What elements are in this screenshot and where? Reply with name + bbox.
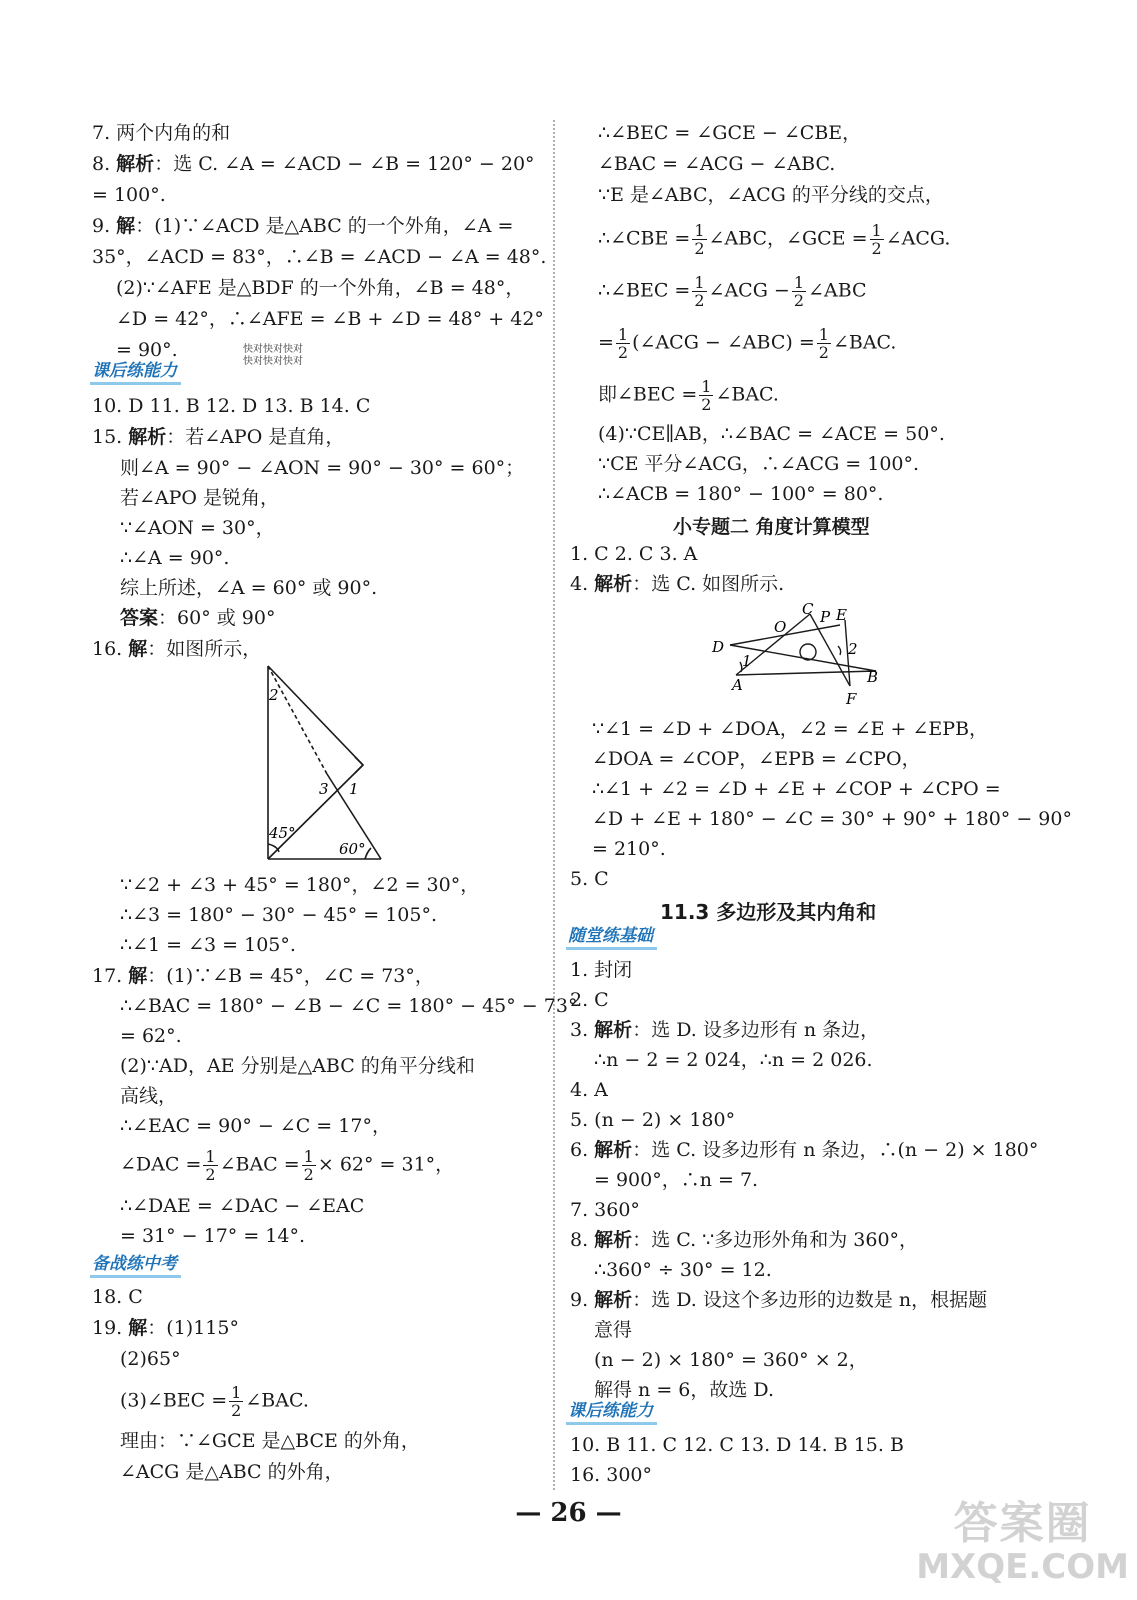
answer-15: 15. 解析：若∠APO 是直角， [92, 426, 345, 448]
answer-16-line4: ∴∠1 = ∠3 = 105°. [120, 934, 296, 956]
handwritten-note: 快对快对快对 快对快对快对 [243, 344, 303, 367]
answer-8: 8. 解析：选 C. ∠A = ∠ACD − ∠B = 120° − 20° [92, 153, 535, 175]
answer-15-line5: ∴∠A = 90°. [120, 547, 230, 569]
answer-9-line3: (2)∵∠AFE 是△BDF 的一个外角，∠B = 48°， [116, 277, 525, 299]
fig4-label-D: D [712, 638, 725, 656]
fig16-label-45: 45° [269, 824, 296, 842]
fraction: $\frac{1}{2}$ [818, 325, 829, 362]
watermark: 答案圈 MXQE.COM [916, 1498, 1129, 1587]
answer-17-line7: ∠DAC = $\frac{1}{2}$ ∠BAC = $\frac{1}{2}$ × 62° = 31°， [120, 1147, 455, 1184]
fig4-label-O: O [774, 618, 787, 636]
r-answer-2: 2. C [570, 989, 609, 1011]
r-line15: ∴∠1 + ∠2 = ∠D + ∠E + ∠COP + ∠CPO = [592, 778, 1001, 800]
r-answer-1: 1. 封闭 [570, 959, 633, 981]
r-answer-5: 5. C [570, 868, 609, 890]
answer-19-line4: 理由：∵∠GCE 是△BCE 的外角， [120, 1430, 420, 1452]
answer-8-cont: = 100°. [92, 184, 166, 206]
answer-19-line5: ∠ACG 是△ABC 的外角， [120, 1461, 344, 1483]
fig16-label-1: 1 [349, 780, 359, 798]
r-line13: ∵∠1 = ∠D + ∠DOA，∠2 = ∠E + ∠EPB， [592, 718, 989, 740]
answer-15-line4: ∵∠AON = 30°， [120, 517, 275, 539]
r-answer-7: 7. 360° [570, 1199, 640, 1221]
fig4-label-A: A [732, 676, 743, 694]
answers-10-14: 10. D 11. B 12. D 13. B 14. C [92, 395, 371, 417]
subtopic-title: 小专题二 角度计算模型 [673, 516, 870, 538]
fraction: $\frac{1}{2}$ [694, 221, 705, 258]
r-answer-9-line3: (n − 2) × 180° = 360° × 2， [594, 1349, 868, 1371]
answer-17-line5: 高线， [120, 1085, 178, 1107]
r-answer-8: 8. 解析：选 C. ∵多边形外角和为 360°， [570, 1229, 919, 1251]
answer-17-line6: ∴∠EAC = 90° − ∠C = 17°， [120, 1115, 391, 1137]
fig4-label-2: 2 [848, 640, 858, 658]
r-line2: ∠BAC = ∠ACG − ∠ABC. [598, 153, 836, 175]
figure-16-triangles [255, 662, 390, 864]
r-answer-9-line2: 意得 [594, 1319, 633, 1341]
fig4-label-B: B [867, 668, 879, 686]
answer-9-line2: 35°，∠ACD = 83°，∴∠B = ∠ACD − ∠A = 48°. [92, 246, 547, 268]
chapter-title: 11.3 多边形及其内角和 [660, 900, 877, 924]
r-answer-3-cont: ∴n − 2 = 2 024，∴n = 2 026. [594, 1049, 873, 1071]
r-line10: ∴∠ACB = 180° − 100° = 80°. [598, 483, 884, 505]
answer-17-line2: ∴∠BAC = 180° − ∠B − ∠C = 180° − 45° − 73° [120, 995, 578, 1017]
fig4-label-E: E [836, 606, 847, 624]
answer-17-line4: (2)∵AD，AE 分别是△ABC 的角平分线和 [120, 1055, 475, 1077]
answer-19-line2: (2)65° [120, 1348, 181, 1370]
r-line1: ∴∠BEC = ∠GCE − ∠CBE， [598, 122, 862, 144]
fraction: $\frac{1}{2}$ [694, 273, 705, 310]
fraction: $\frac{1}{2}$ [793, 273, 805, 310]
answer-17: 17. 解：(1)∵∠B = 45°，∠C = 73°， [92, 965, 434, 987]
answer-16-line3: ∴∠3 = 180° − 30° − 45° = 105°. [120, 904, 438, 926]
answer-17-line8: ∴∠DAE = ∠DAC − ∠EAC [120, 1195, 365, 1217]
r-answers-10-15: 10. B 11. C 12. C 13. D 14. B 15. B [570, 1434, 904, 1456]
fig4-label-F: F [846, 690, 857, 708]
answer-15-final: 答案：60° 或 90° [120, 607, 276, 629]
answer-15-line6: 综上所述，∠A = 60° 或 90°. [120, 577, 378, 599]
r-line17: = 210°. [592, 838, 666, 860]
r-line3: ∵E 是∠ABC，∠ACG 的平分线的交点， [598, 184, 944, 206]
section-after-class: 课后练能力 [90, 360, 181, 385]
answer-15-line3: 若∠APO 是锐角， [120, 487, 280, 509]
r-answer-9: 9. 解析：选 D. 设这个多边形的边数是 n，根据题 [570, 1289, 988, 1311]
section-after-class-2: 课后练能力 [566, 1400, 657, 1425]
answer-19: 19. 解：(1)115° [92, 1317, 239, 1339]
r-answer-9-line4: 解得 n = 6，故选 D. [594, 1379, 774, 1401]
r-answer-6-cont: = 900°，∴n = 7. [594, 1169, 759, 1191]
r-answer-4b: 4. A [570, 1079, 608, 1101]
fraction: $\frac{1}{2}$ [701, 377, 712, 414]
answer-9-line4: ∠D = 42°，∴∠AFE = ∠B + ∠D = 48° + 42° [116, 308, 544, 330]
fig4-label-1: 1 [742, 652, 752, 670]
answer-18: 18. C [92, 1286, 143, 1308]
section-exam-prep: 备战练中考 [90, 1253, 181, 1278]
answer-19-line3: (3)∠BEC = $\frac{1}{2}$ ∠BAC. [120, 1383, 309, 1420]
fig16-label-60: 60° [339, 840, 366, 858]
answer-15-line2: 则∠A = 90° − ∠AON = 90° − 30° = 60°； [120, 457, 525, 479]
r-line14: ∠DOA = ∠COP，∠EPB = ∠CPO， [592, 748, 921, 770]
answer-16: 16. 解：如图所示， [92, 638, 262, 660]
r-line6: = $\frac{1}{2}$ (∠ACG − ∠ABC) = $\frac{1}{2}$ ∠BAC. [598, 325, 897, 362]
fraction: $\frac{1}{2}$ [205, 1147, 216, 1184]
r-line16: ∠D + ∠E + 180° − ∠C = 30° + 90° + 180° − 90° [592, 808, 1072, 830]
fraction: $\frac{1}{2}$ [231, 1383, 242, 1420]
r-answer-4: 4. 解析：选 C. 如图所示. [570, 573, 785, 595]
r-line9: ∵CE 平分∠ACG，∴∠ACG = 100°. [598, 453, 920, 475]
fraction: $\frac{1}{2}$ [871, 221, 882, 258]
fig16-label-3: 3 [319, 780, 329, 798]
r-answer-5b: 5. (n − 2) × 180° [570, 1109, 736, 1131]
answer-16-line2: ∵∠2 + ∠3 + 45° = 180°，∠2 = 30°， [120, 874, 480, 896]
page-number: — 26 — [515, 1498, 622, 1528]
r-line7: 即∠BEC = $\frac{1}{2}$ ∠BAC. [598, 377, 779, 414]
section-in-class: 随堂练基础 [566, 925, 657, 950]
fig4-label-C: C [802, 600, 814, 618]
column-divider [553, 120, 555, 1490]
figure-4-star [710, 600, 890, 708]
r-line8: (4)∵CE∥AB，∴∠BAC = ∠ACE = 50°. [598, 423, 945, 445]
fig4-label-P: P [820, 608, 831, 626]
r-line5: ∴∠BEC = $\frac{1}{2}$ ∠ACG − $\frac{1}{2}$ ∠ABC [598, 273, 867, 310]
answer-9-line5: = 90°. [116, 339, 178, 361]
fig16-label-2: 2 [269, 686, 279, 704]
fraction: $\frac{1}{2}$ [617, 325, 629, 362]
r-answer-3: 3. 解析：选 D. 设多边形有 n 条边， [570, 1019, 880, 1041]
r-line4: ∴∠CBE = $\frac{1}{2}$ ∠ABC，∠GCE = $\frac{1}{2}$ ∠ACG. [598, 221, 951, 258]
r-answer-6: 6. 解析：选 C. 设多边形有 n 条边，∴(n − 2) × 180° [570, 1139, 1039, 1161]
r-answer-16: 16. 300° [570, 1464, 653, 1486]
answer-9: 9. 解：(1)∵∠ACD 是△ABC 的一个外角，∠A = [92, 215, 514, 237]
r-answers-1-3: 1. C 2. C 3. A [570, 543, 698, 565]
answer-17-line9: = 31° − 17° = 14°. [120, 1225, 306, 1247]
r-answer-8-cont: ∴360° ÷ 30° = 12. [594, 1259, 772, 1281]
fraction: $\frac{1}{2}$ [303, 1147, 314, 1184]
answer-7: 7. 两个内角的和 [92, 122, 231, 144]
answer-17-line3: = 62°. [120, 1025, 182, 1047]
